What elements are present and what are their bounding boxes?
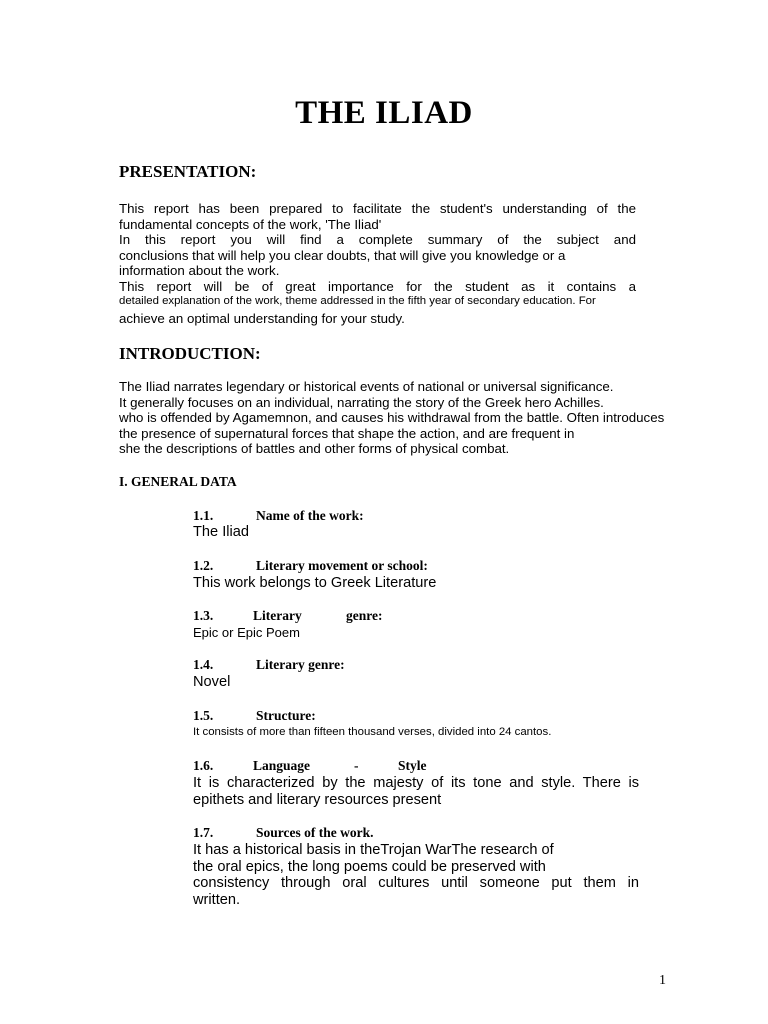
text-line: Novel bbox=[193, 674, 231, 690]
item-label: Style bbox=[398, 758, 427, 773]
text-line: the oral epics, the long poems could be preserved with bbox=[193, 858, 546, 875]
item-label: genre: bbox=[346, 608, 383, 623]
presentation-heading: PRESENTATION: bbox=[119, 162, 257, 181]
text-line: It generally focuses on an individual, narrating the story of the Greek hero Achilles. bbox=[119, 394, 604, 410]
text-line: It has a historical basis in theTrojan WarThe research of bbox=[193, 842, 554, 858]
item-heading bbox=[193, 558, 428, 574]
presentation-paragraph bbox=[119, 201, 636, 326]
item-body bbox=[193, 842, 639, 908]
text-line: The Iliad narrates legendary or historical events of national or universal significance. bbox=[119, 379, 614, 394]
item-label: Structure: bbox=[256, 708, 316, 723]
introduction-paragraph bbox=[119, 379, 683, 457]
item-heading bbox=[193, 608, 383, 624]
text-line: This report will be of great importance for the student as it contains a bbox=[119, 278, 636, 294]
item-number: 1.6. bbox=[193, 758, 214, 773]
item-body bbox=[193, 724, 639, 741]
document-title: THE ILIAD bbox=[295, 95, 473, 131]
text-line: information about the work. bbox=[119, 263, 280, 278]
item-label: Name of the work: bbox=[256, 508, 364, 523]
item-heading bbox=[193, 657, 345, 673]
item-label: Literary movement or school: bbox=[256, 558, 428, 573]
text-line: epithets and literary resources present bbox=[193, 791, 442, 808]
text-line: fundamental concepts of the work, 'The Iliad' bbox=[119, 216, 382, 232]
text-line: the presence of supernatural forces that shape the action, and are frequent in bbox=[119, 425, 575, 441]
item-number: 1.7. bbox=[193, 825, 214, 840]
item-number: 1.1. bbox=[193, 508, 214, 523]
text-line: It consists of more than fifteen thousand verses, divided into 24 cantos. bbox=[193, 726, 552, 738]
text-line: consistency through oral cultures until someone put them in bbox=[193, 875, 639, 891]
text-line: who is offended by Agamemnon, and causes his withdrawal from the battle. Often introduces bbox=[119, 410, 665, 425]
text-line: In this report you will find a complete summary of the subject and bbox=[119, 232, 636, 247]
text-line: Epic or Epic Poem bbox=[193, 625, 300, 640]
item-heading bbox=[193, 508, 364, 524]
item-number: 1.4. bbox=[193, 657, 214, 672]
item-label: Literary bbox=[253, 608, 302, 623]
item-number: 1.5. bbox=[193, 708, 214, 723]
text-line: It is characterized by the majesty of its tone and style. There is bbox=[193, 775, 639, 791]
item-body bbox=[193, 524, 639, 541]
text-line: achieve an optimal understanding for your study. bbox=[119, 310, 405, 326]
item-heading bbox=[193, 708, 316, 724]
item-body bbox=[193, 674, 639, 691]
text-line: The Iliad bbox=[193, 524, 249, 540]
text-line: This work belongs to Greek Literature bbox=[193, 575, 437, 591]
text-line: conclusions that will help you clear doubts, that will give you knowledge or a bbox=[119, 247, 566, 263]
item-label-separator: - bbox=[354, 758, 359, 773]
introduction-heading: INTRODUCTION: bbox=[119, 344, 261, 363]
item-heading bbox=[193, 825, 374, 841]
text-line: she the descriptions of battles and other forms of physical combat. bbox=[119, 441, 510, 456]
item-body bbox=[193, 775, 639, 808]
text-line: written. bbox=[193, 891, 241, 908]
item-body bbox=[193, 575, 639, 592]
page-number: 1 bbox=[659, 973, 666, 988]
item-label: Literary genre: bbox=[256, 657, 345, 672]
item-label: Sources of the work. bbox=[256, 825, 374, 840]
item-number: 1.3. bbox=[193, 608, 214, 623]
item-body bbox=[193, 625, 639, 642]
text-line: detailed explanation of the work, theme addressed in the fifth year of secondary education. For bbox=[119, 295, 596, 307]
item-number: 1.2. bbox=[193, 558, 214, 573]
item-label: Language bbox=[253, 758, 311, 773]
item-heading bbox=[193, 758, 427, 774]
general-data-heading: I. GENERAL DATA bbox=[119, 474, 237, 489]
text-line: This report has been prepared to facilitate the student's understanding of the bbox=[119, 201, 636, 216]
